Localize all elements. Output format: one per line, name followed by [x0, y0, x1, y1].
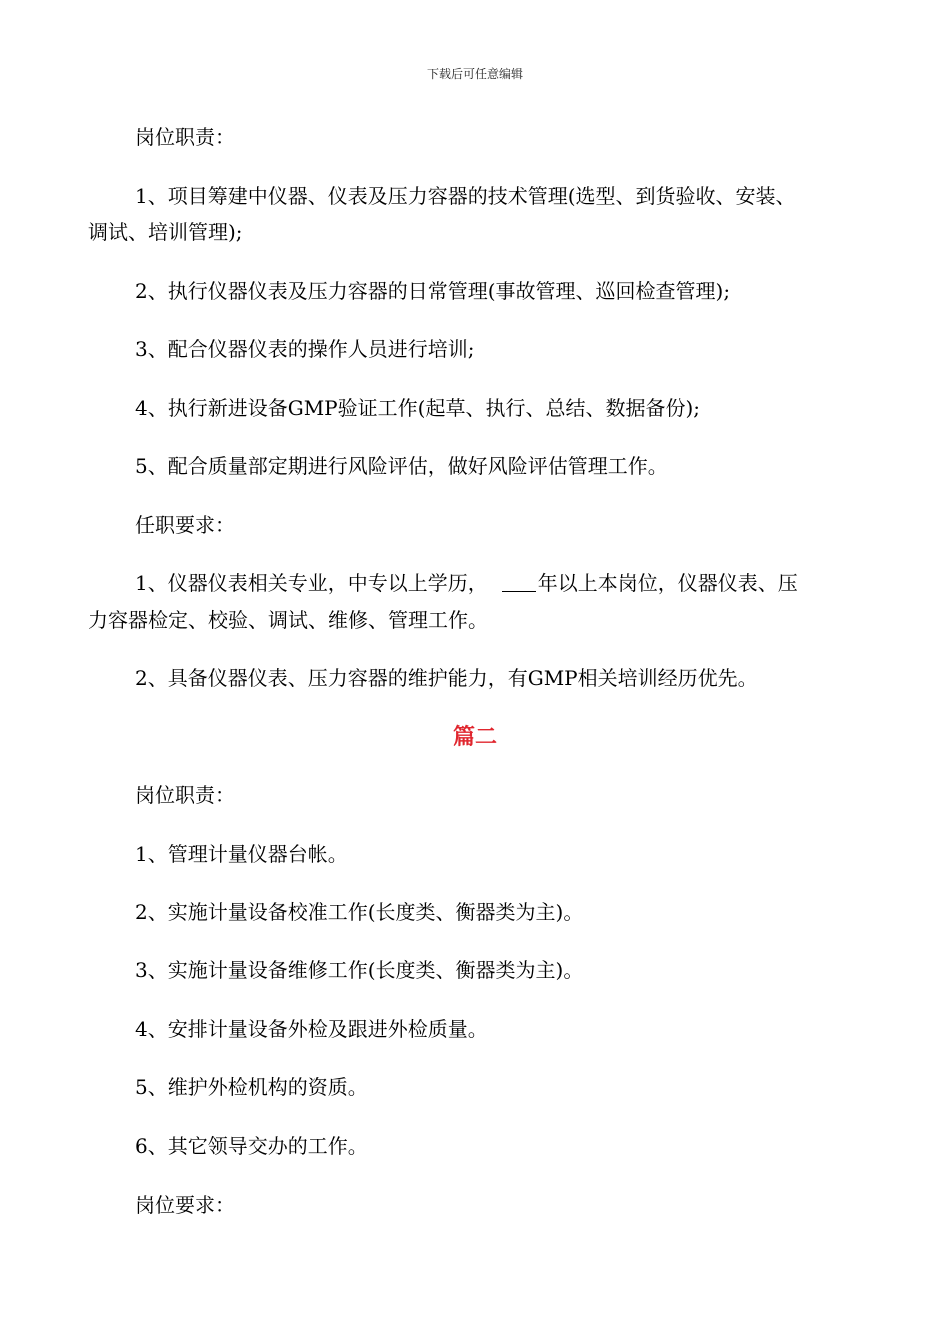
requirement-item-1-line-2: 力容器检定、校验、调试、维修、管理工作。	[88, 608, 488, 632]
list-item: 6、其它领导交办的工作。	[135, 1134, 368, 1158]
list-item: 1、管理计量仪器台帐。	[135, 842, 348, 866]
requirement-item-1-text-b: 年以上本岗位，仪器仪表、压	[537, 571, 798, 595]
duty-item-3: 3、配合仪器仪表的操作人员进行培训;	[135, 337, 475, 361]
duties-heading: 岗位职责：	[135, 125, 235, 149]
duty-item-5: 5、配合质量部定期进行风险评估，做好风险评估管理工作。	[135, 454, 668, 478]
duties-heading-2: 岗位职责：	[135, 783, 235, 807]
list-item: 4、安排计量设备外检及跟进外检质量。	[135, 1017, 488, 1041]
list-item: 3、实施计量设备维修工作(长度类、衡器类为主)。	[135, 958, 584, 982]
list-item: 5、维护外检机构的资质。	[135, 1075, 368, 1099]
section-title: 篇二	[452, 724, 497, 750]
duty-item-4: 4、执行新进设备GMP验证工作(起草、执行、总结、数据备份);	[135, 396, 700, 420]
requirement-item-1-text-a: 1、仪器仪表相关专业，中专以上学历，	[135, 571, 488, 595]
duty-item-1-line-2: 调试、培训管理);	[88, 220, 243, 244]
list-item: 2、实施计量设备校准工作(长度类、衡器类为主)。	[135, 900, 584, 924]
requirement-item-2: 2、具备仪器仪表、压力容器的维护能力，有GMP相关培训经历优先。	[135, 666, 758, 690]
duty-item-1-line-1: 1、项目筹建中仪器、仪表及压力容器的技术管理(选型、到货验收、安装、	[135, 184, 796, 208]
fill-in-blank	[502, 573, 536, 592]
requirements-heading-2: 岗位要求：	[135, 1193, 235, 1217]
page-header: 下载后可任意编辑	[426, 67, 523, 81]
duty-item-2: 2、执行仪器仪表及压力容器的日常管理(事故管理、巡回检查管理);	[135, 279, 731, 303]
requirements-heading: 任职要求：	[135, 513, 235, 537]
requirement-item-1-line-1	[88, 564, 868, 602]
